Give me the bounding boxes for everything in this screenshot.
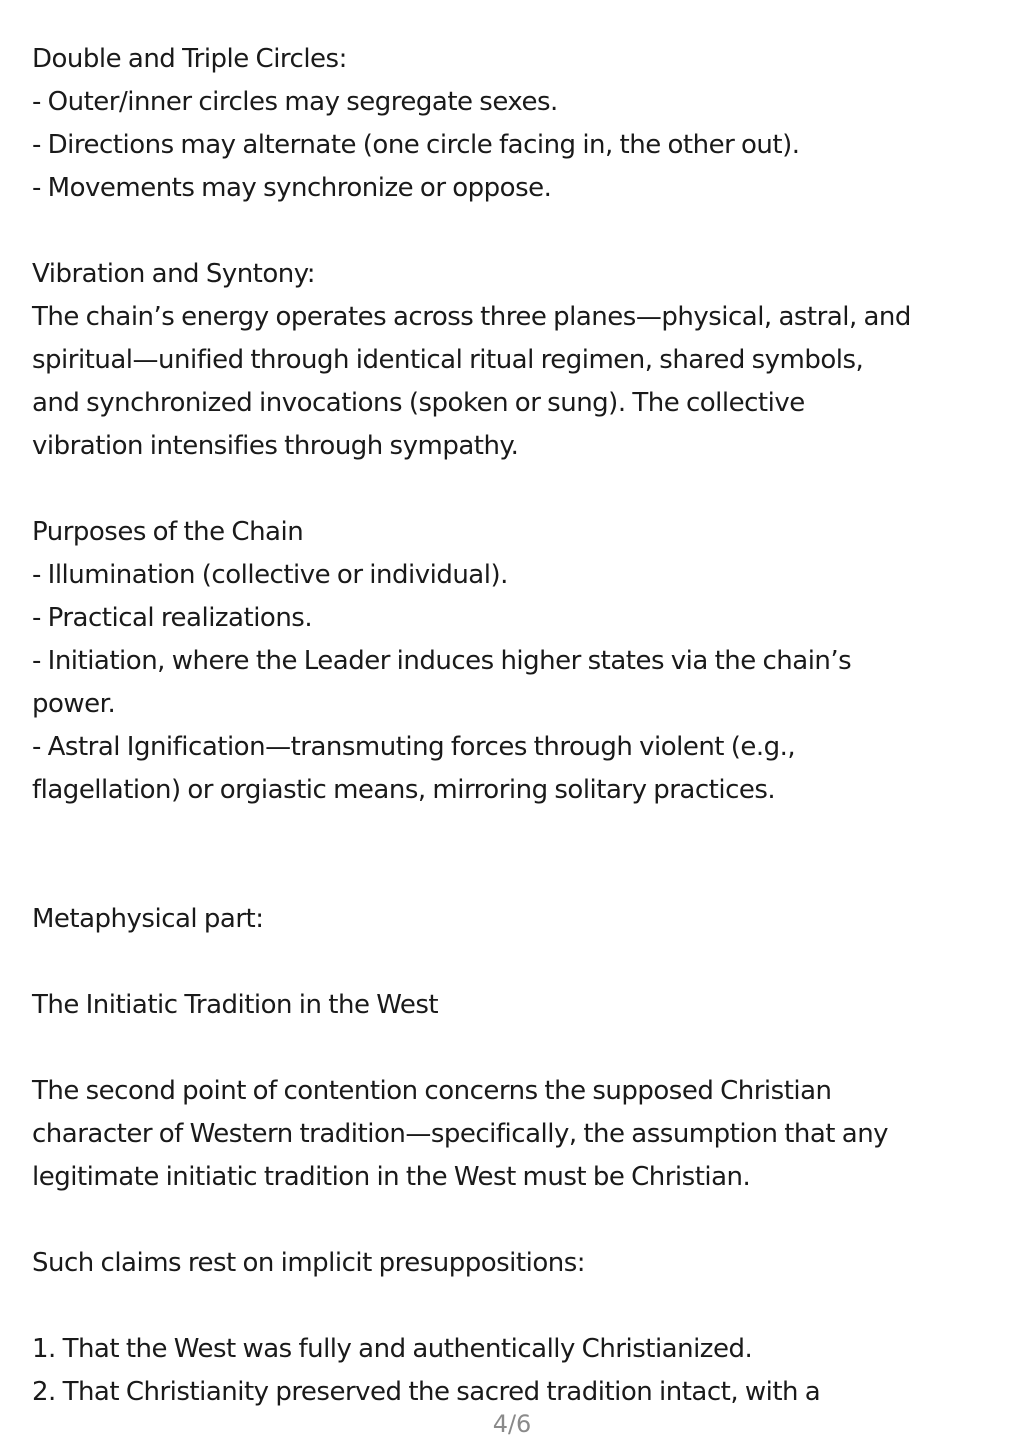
bullet-item: - Astral Ignification—transmuting forces through violent (e.g., [32,732,796,762]
section-heading-metaphysical: Metaphysical part: [32,904,264,934]
paragraph-line: Such claims rest on implicit presuppositions: [32,1248,586,1278]
blank-line [32,1199,1007,1242]
bullet-item: - Outer/inner circles may segregate sexes. [32,87,558,117]
paragraph-line: The chain’s energy operates across three planes—physical, astral, and [32,302,911,332]
bullet-item-continuation: flagellation) or orgiastic means, mirroring solitary practices. [32,775,776,805]
paragraph-line: legitimate initiatic tradition in the West must be Christian. [32,1162,751,1192]
blank-line [32,468,1007,511]
blank-line [32,941,1007,984]
bullet-item: - Movements may synchronize or oppose. [32,173,552,203]
numbered-item: 1. That the West was fully and authentically Christianized. [32,1334,753,1364]
bullet-item: - Illumination (collective or individual). [32,560,508,590]
blank-line [32,855,1007,898]
blank-line [32,1285,1007,1328]
document-body [32,38,1007,1414]
paragraph-line: spiritual—unified through identical ritual regimen, shared symbols, [32,345,864,375]
blank-line [32,210,1007,253]
bullet-item: - Directions may alternate (one circle facing in, the other out). [32,130,800,160]
paragraph-line: character of Western tradition—specifically, the assumption that any [32,1119,889,1149]
page-indicator: 4/6 [492,1410,532,1438]
section-title-initiatic-tradition: The Initiatic Tradition in the West [32,990,439,1020]
section-heading-double-triple-circles: Double and Triple Circles: [32,44,347,74]
section-heading-vibration-syntony: Vibration and Syntony: [32,259,316,289]
blank-line [32,1027,1007,1070]
bullet-item: - Initiation, where the Leader induces higher states via the chain’s [32,646,852,676]
numbered-item: 2. That Christianity preserved the sacred tradition intact, with a [32,1377,821,1407]
bullet-item-continuation: power. [32,689,116,719]
paragraph-line: vibration intensifies through sympathy. [32,431,519,461]
section-heading-purposes: Purposes of the Chain [32,517,304,547]
bullet-item: - Practical realizations. [32,603,313,633]
blank-line [32,812,1007,855]
paragraph-line: The second point of contention concerns the supposed Christian [32,1076,832,1106]
paragraph-line: and synchronized invocations (spoken or sung). The collective [32,388,805,418]
